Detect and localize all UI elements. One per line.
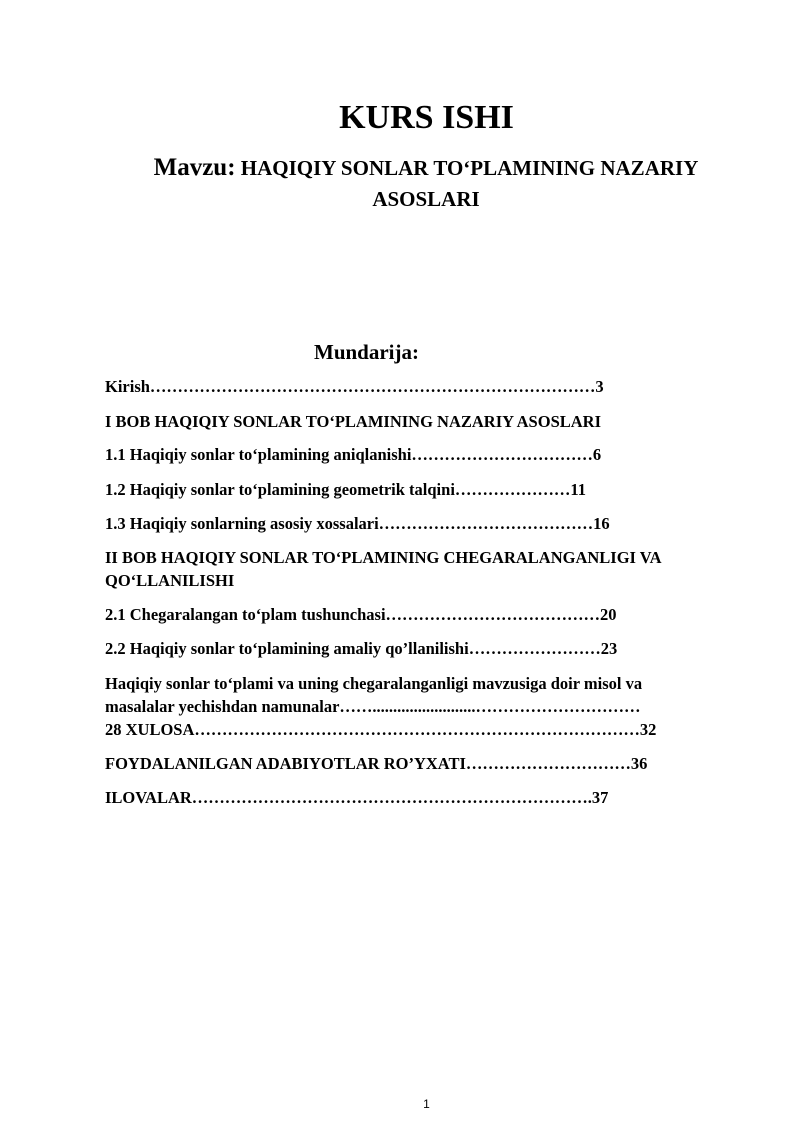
toc-entry-kirish: Kirish………………………………………………………………………3 [105, 377, 604, 396]
subject-text-line1: HAQIQIY SONLAR TO‘PLAMINING NAZARIY [240, 156, 699, 180]
toc-entry-examples-line2: masalalar yechishdan namunalar…….........................………………………… [105, 697, 641, 716]
toc-chapter-2-line1: II BOB HAQIQIY SONLAR TO‘PLAMINING CHEGARALANGANLIGI VA [105, 548, 662, 567]
toc-entry-2-1: 2.1 Chegaralangan to‘plam tushunchasi…………………………………20 [105, 605, 617, 624]
toc-chapter-1: I BOB HAQIQIY SONLAR TO‘PLAMINING NAZARIY ASOSLARI [105, 412, 602, 431]
subject-label: Mavzu: [153, 154, 236, 181]
toc-entry-2-2: 2.2 Haqiqiy sonlar to‘plamining amaliy qo’llanilishi……………………23 [105, 639, 618, 658]
page-number: 1 [423, 1097, 430, 1111]
subject-heading [100, 152, 752, 215]
toc-entry-1-1: 1.1 Haqiqiy sonlar to‘plamining aniqlanishi……………………………6 [105, 445, 602, 464]
toc-entry-ilovalar: ILOVALAR……………………………………………………………….37 [105, 788, 609, 807]
document-title: KURS ISHI [339, 99, 514, 136]
toc-chapter-2-line2: QO‘LLANILISHI [105, 571, 235, 590]
toc-entry-examples-line1: Haqiqiy sonlar to‘plami va uning chegaralanganligi mavzusiga doir misol va [105, 674, 643, 693]
toc-heading: Mundarija: [314, 340, 419, 364]
toc-entry-1-2: 1.2 Haqiqiy sonlar to‘plamining geometrik talqini…………………11 [105, 480, 586, 499]
subject-text-line2: ASOSLARI [372, 187, 480, 211]
toc-entry-adabiyotlar: FOYDALANILGAN ADABIYOTLAR RO’YXATI…………………………36 [105, 754, 648, 773]
toc-entry-xulosa: 28 XULOSA………………………………………………………………………32 [105, 720, 657, 739]
toc-entry-1-3: 1.3 Haqiqiy sonlarning asosiy xossalari…………………………………16 [105, 514, 610, 533]
